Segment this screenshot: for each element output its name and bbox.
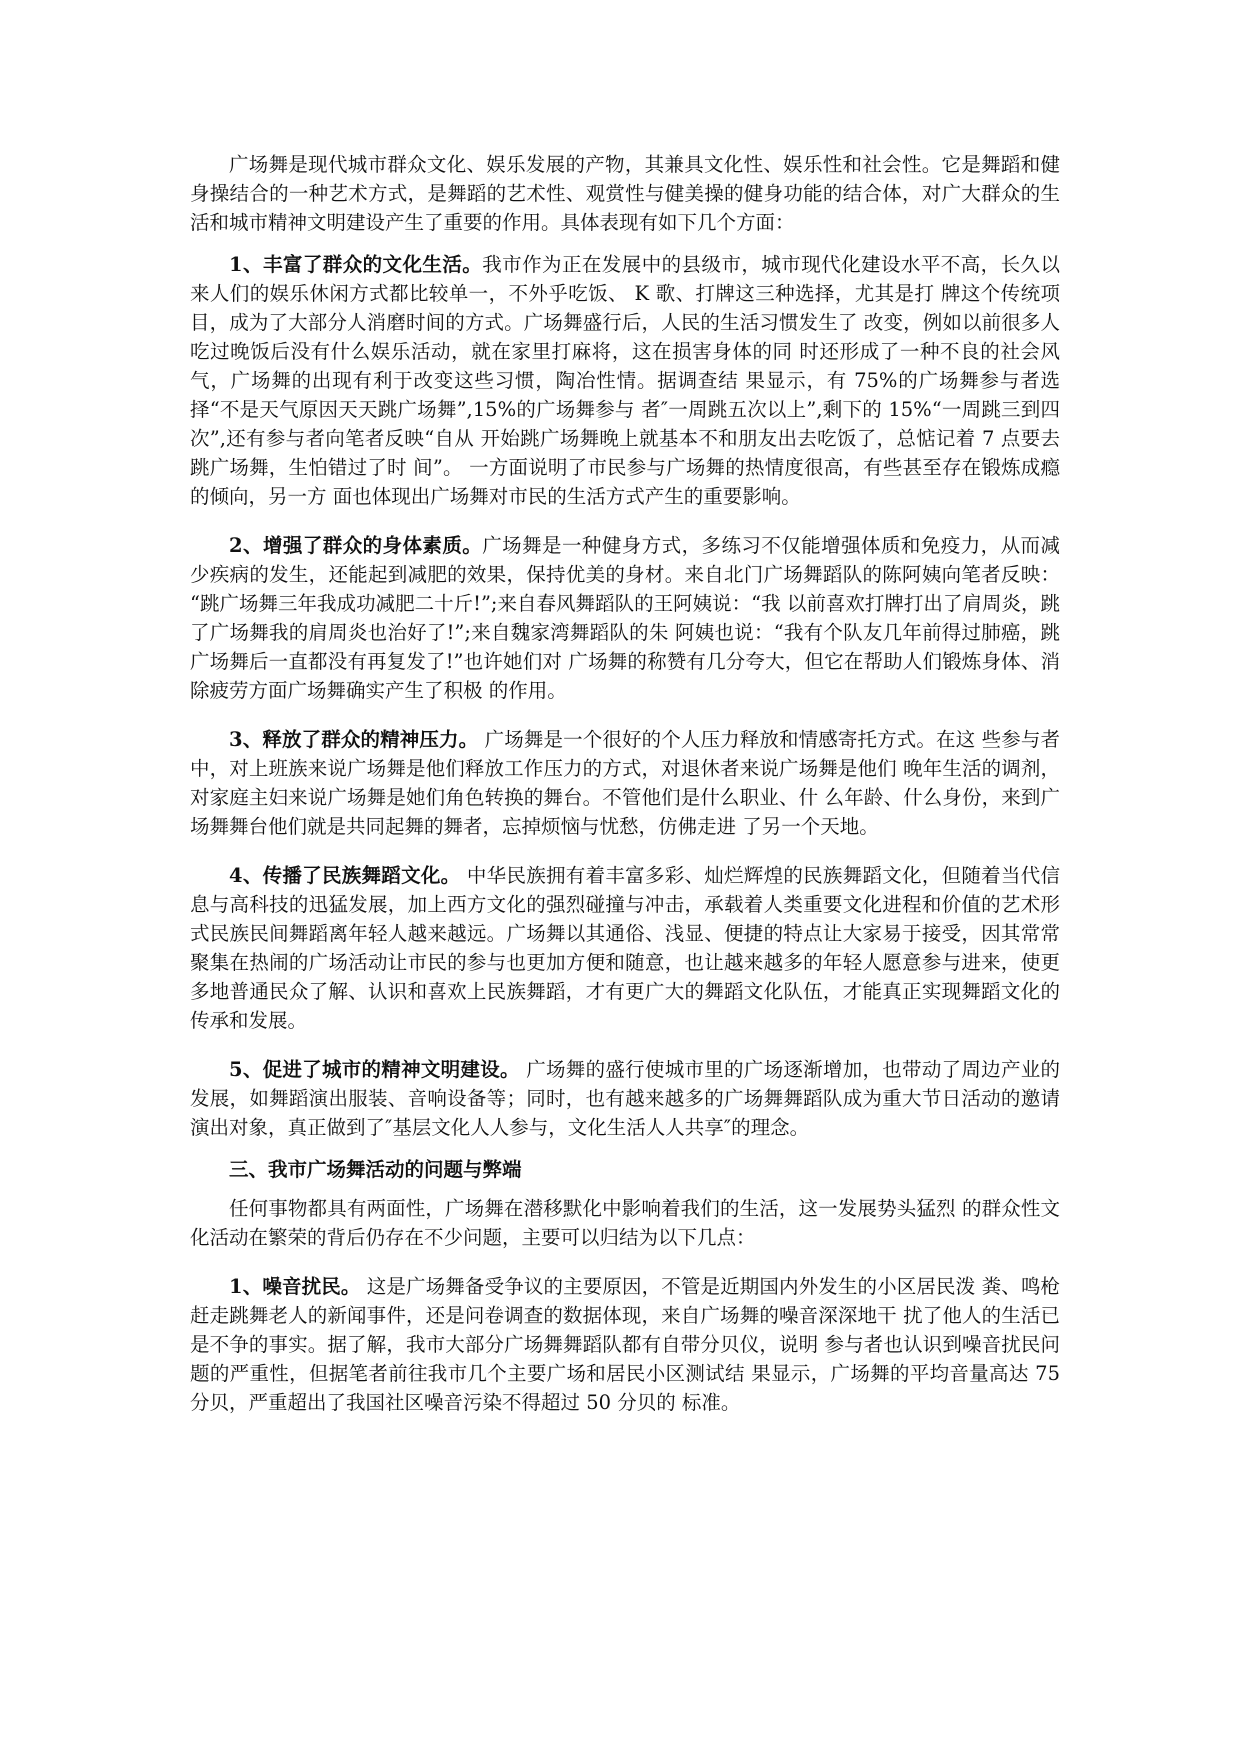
section-heading: 三、我市广场舞活动的问题与弊端 — [229, 1158, 522, 1181]
problem-1-lead: 1、噪音扰民。 — [229, 1275, 361, 1298]
section-intro-paragraph: 任何事物都具有两面性，广场舞在潜移默化中影响着我们的生活，这一发展势头猛烈 的群众性文化活动在繁荣的背后仍存在不少问题，主要可以归结为以下几点： — [190, 1197, 1060, 1249]
point-2-lead: 2、增强了群众的身体素质。 — [229, 534, 483, 557]
problem-1-paragraph — [190, 1272, 1060, 1417]
point-4-text: 中华民族拥有着丰富多彩、灿烂辉煌的民族舞蹈文化，但随着当代信息与高科技的迅猛发展，加上西方文化的强烈碰撞与冲击，承载着人类重要文化进程和价值的艺术形式民族民间舞蹈离年轻人越来越远。广场舞以其通俗、浅显、便捷的特点让大家易于接受，因其常常聚集在热闹的广场活动让市民的参与也更加方便和随意，也让越来越多的年轻人愿意参与进来，使更多地普通民众了解、认识和喜欢上民族舞蹈，才有更广大的舞蹈文化队伍，才能真正实现舞蹈文化的传承和发展。 — [190, 864, 1060, 1032]
intro-paragraph: 广场舞是现代城市群众文化、娱乐发展的产物，其兼具文化性、娱乐性和社会性。它是舞蹈和健身操结合的一种艺术方式，是舞蹈的艺术性、观赏性与健美操的健身功能的结合体，对广大群众的生活和城市精神文明建设产生了重要的作用。具体表现有如下几个方面： — [190, 153, 1060, 234]
document-page — [190, 150, 1060, 1430]
point-5-paragraph — [190, 1055, 1060, 1142]
point-1-lead: 1、丰富了群众的文化生活。 — [229, 253, 483, 276]
point-2-text: 广场舞是一种健身方式，多练习不仅能增强体质和免疫力，从而减少疾病的发生，还能起到减肥的效果，保持优美的身材。来自北门广场舞蹈队的陈阿姨向笔者反映： “跳广场舞三年我成功减肥二十斤!”;来自春风舞蹈队的王阿姨说：“我 以前喜欢打牌打出了肩周炎，跳了广场舞我的肩周炎也治好了!”;来自魏家湾舞蹈队的朱 阿姨也说：“我有个队友几年前得过肺癌，跳广场舞后一直都没有再复发了!”也许她们对 广场舞的称赞有几分夸大，但它在帮助人们锻炼身体、消除疲劳方面广场舞确实产生了积极 的作用。 — [190, 534, 1060, 702]
point-1-text: 我市作为正在发展中的县级市，城市现代化建设水平不高，长久以来人们的娱乐休闲方式都比较单一，不外乎吃饭、 K 歌、打牌这三种选择，尤其是打 牌这个传统项目，成为了大部分人消磨时间的方式。广场舞盛行后，人民的生活习惯发生了 改变，例如以前很多人吃过晚饭后没有什么娱乐活动，就在家里打麻将，这在损害身体的同 时还形成了一种不良的社会风气，广场舞的出现有利于改变这些习惯，陶冶性情。据调查结 果显示，有 75%的广场舞参与者选择“不是天气原因天天跳广场舞”,15%的广场舞参与 者″一周跳五次以上”,剩下的 15%“一周跳三到四次”,还有参与者向笔者反映“自从 开始跳广场舞晚上就基本不和朋友出去吃饭了，总惦记着 7 点要去跳广场舞，生怕错过了时 间”。 一方面说明了市民参与广场舞的热情度很高，有些甚至存在锻炼成瘾的倾向，另一方 面也体现出广场舞对市民的生活方式产生的重要影响。 — [190, 253, 1060, 508]
point-3-paragraph — [190, 725, 1060, 841]
point-5-lead: 5、促进了城市的精神文明建设。 — [229, 1058, 520, 1081]
point-3-text: 广场舞是一个很好的个人压力释放和情感寄托方式。在这 些参与者中，对上班族来说广场舞是他们释放工作压力的方式，对退休者来说广场舞是他们 晚年生活的调剂，对家庭主妇来说广场舞是她们角色转换的舞台。不管他们是什么职业、什 么年龄、什么身份，来到广场舞舞台他们就是共同起舞的舞者，忘掉烦恼与忧愁，仿佛走进 了另一个天地。 — [190, 728, 1060, 838]
point-1-paragraph — [190, 250, 1060, 511]
point-3-lead: 3、释放了群众的精神压力。 — [229, 728, 479, 751]
point-2-paragraph — [190, 531, 1060, 705]
point-5-text: 广场舞的盛行使城市里的广场逐渐增加，也带动了周边产业的发展，如舞蹈演出服装、音响设备等；同时，也有越来越多的广场舞舞蹈队成为重大节日活动的邀请演出对象，真正做到了″基层文化人人参与，文化生活人人共享″的理念。 — [190, 1058, 1060, 1139]
point-4-paragraph — [190, 861, 1060, 1035]
problem-1-text: 这是广场舞备受争议的主要原因，不管是近期国内外发生的小区居民泼 粪、鸣枪赶走跳舞老人的新闻事件，还是问卷调查的数据体现，来自广场舞的噪音深深地干 扰了他人的生活已是不争的事实。据了解，我市大部分广场舞舞蹈队都有自带分贝仪，说明 参与者也认识到噪音扰民问题的严重性，但据笔者前往我市几个主要广场和居民小区测试结 果显示，广场舞的平均音量高达 75 分贝，严重超出了我国社区噪音污染不得超过 50 分贝的 标准。 — [190, 1275, 1060, 1414]
point-4-lead: 4、传播了民族舞蹈文化。 — [229, 864, 461, 887]
